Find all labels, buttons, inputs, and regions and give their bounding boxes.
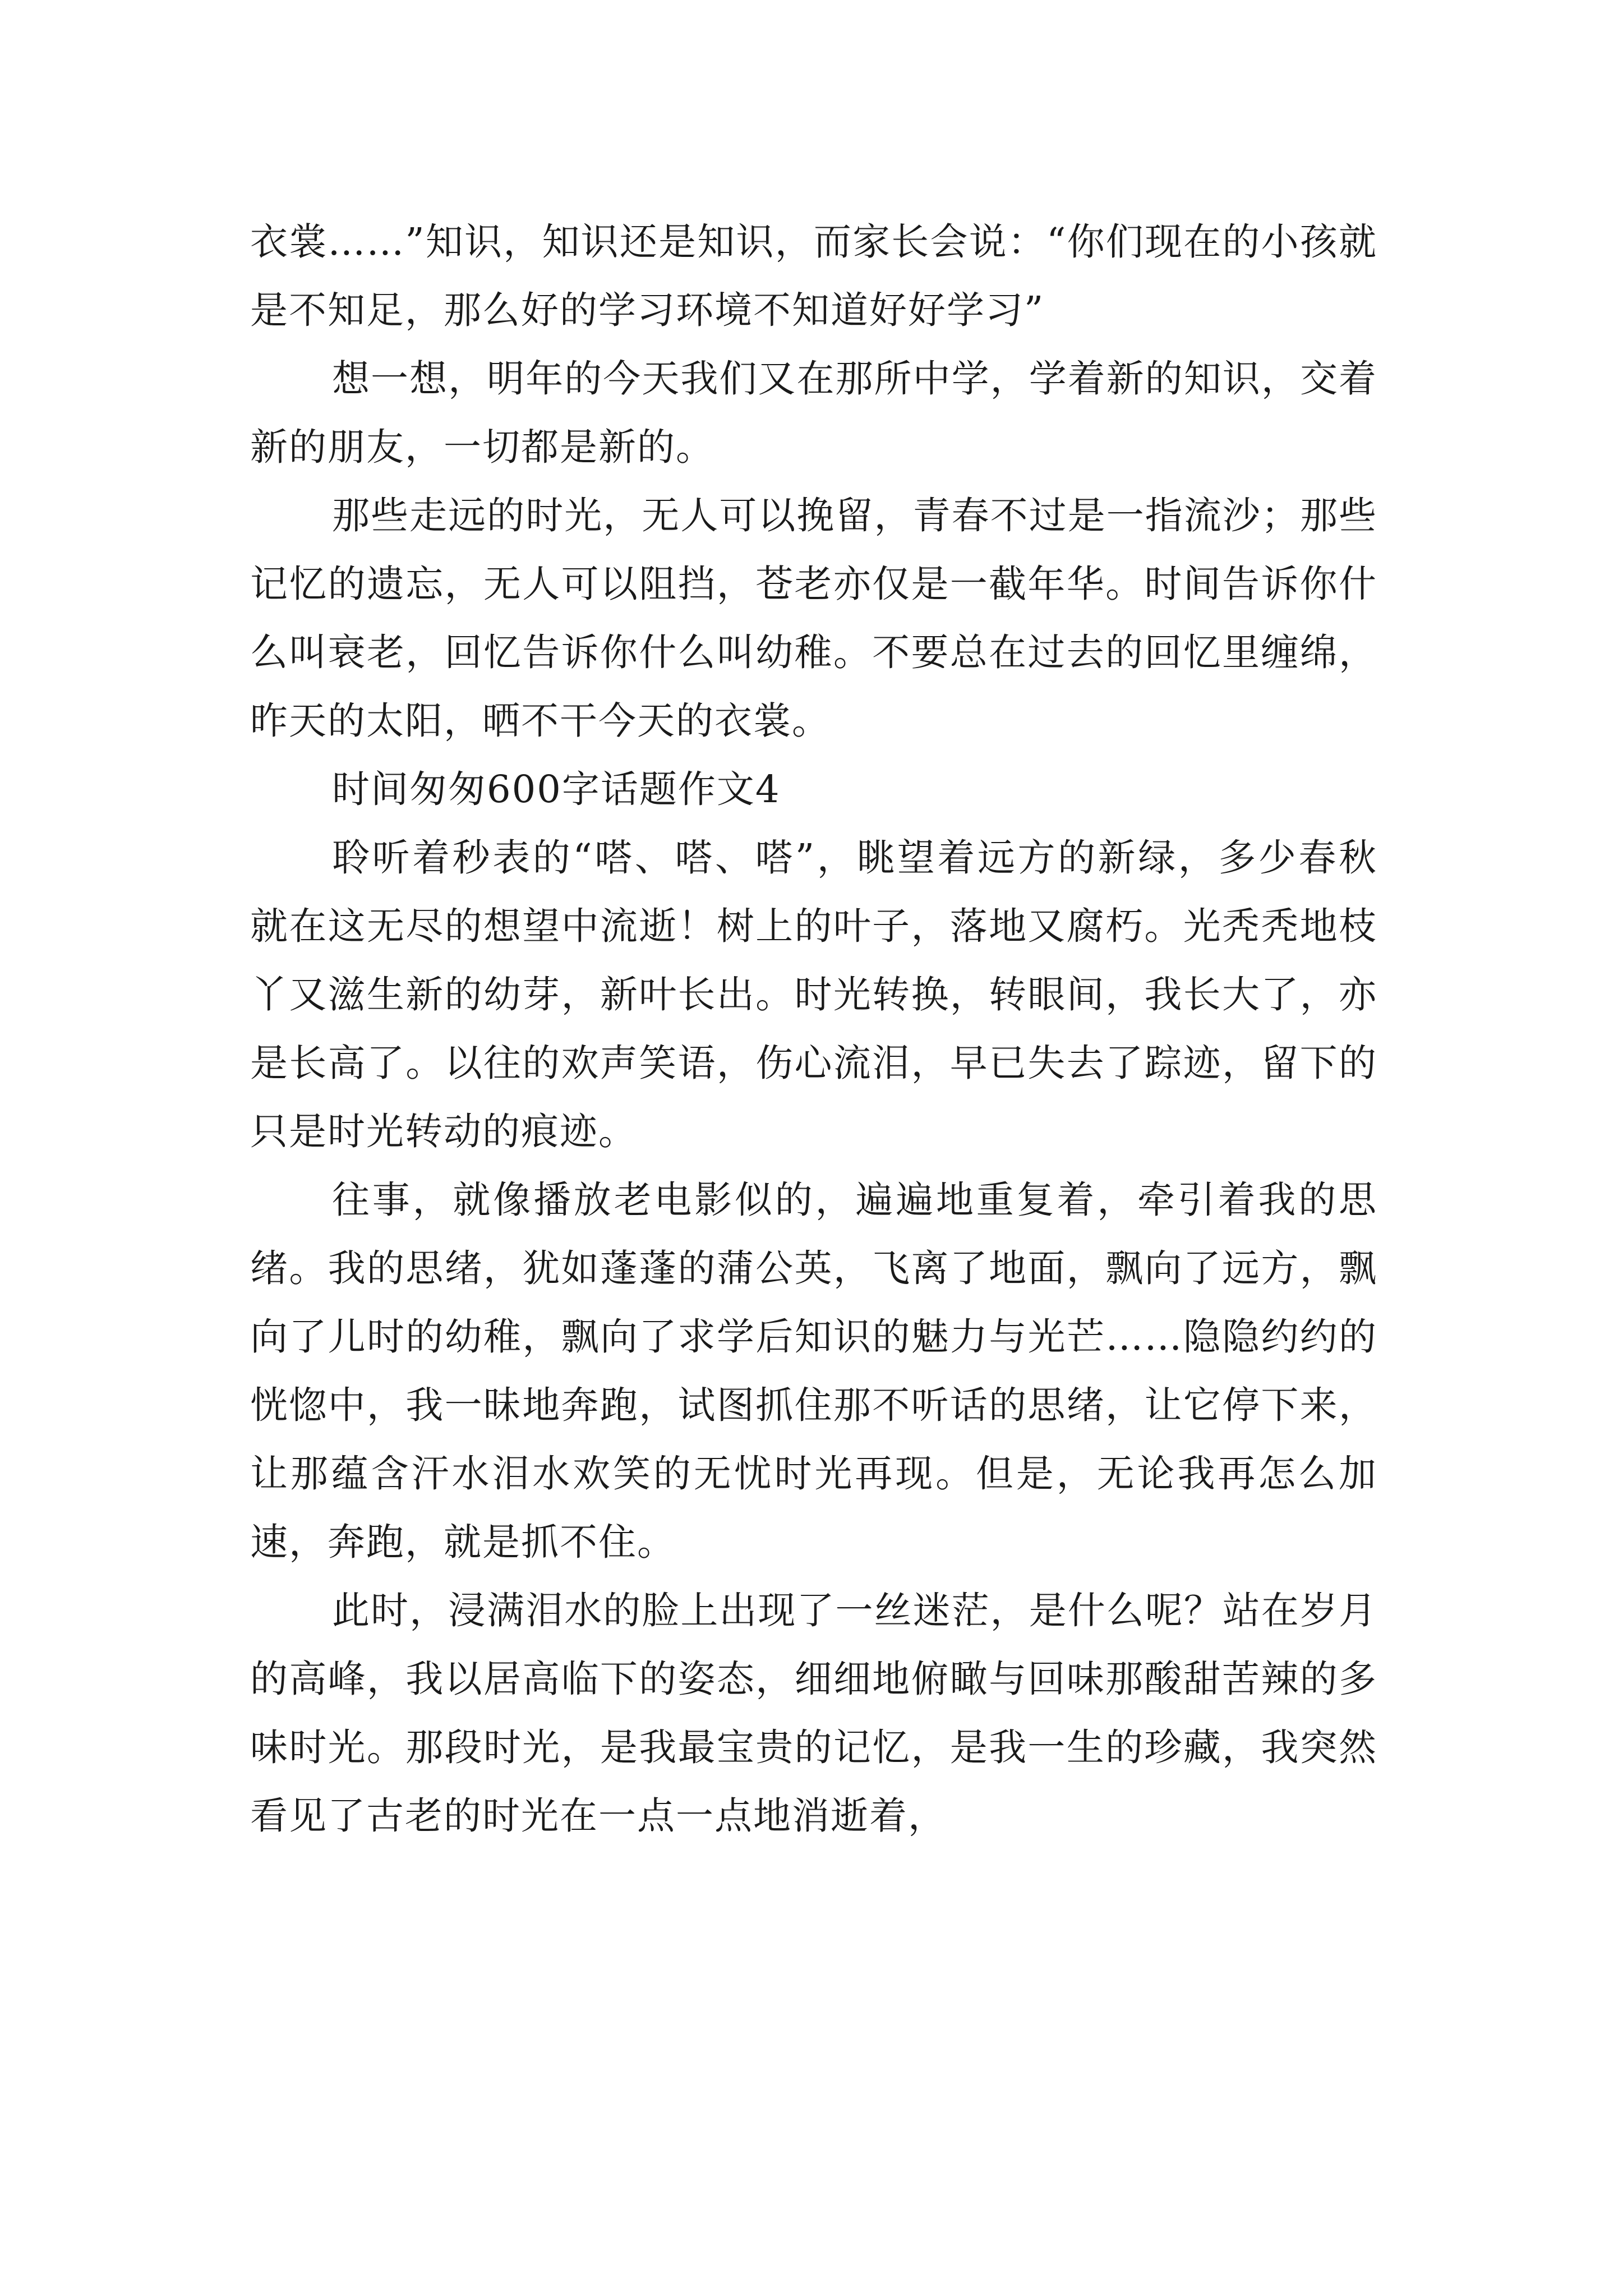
- document-body: [250, 208, 1377, 1850]
- paragraph-2: 想一想，明年的今天我们又在那所中学，学着新的知识，交着新的朋友，一切都是新的。: [250, 357, 1377, 469]
- section-heading: 时间匆匆600字话题作文4: [332, 767, 781, 811]
- paragraph-7: 此时，浸满泪水的脸上出现了一丝迷茫，是什么呢？站在岁月的高峰，我以居高临下的姿态，细细地俯瞰与回味那酸甜苦辣的多味时光。那段时光，是我最宝贵的记忆，是我一生的珍藏，我突然看见了古老的时光在一点一点地消逝着，: [250, 1589, 1377, 1838]
- paragraph-3: 那些走远的时光，无人可以挽留，青春不过是一指流沙；那些记忆的遗忘，无人可以阻挡，苍老亦仅是一截年华。时间告诉你什么叫衰老，回忆告诉你什么叫幼稚。不要总在过去的回忆里缠绵，昨天的太阳，晒不干今天的衣裳。: [250, 494, 1377, 743]
- paragraph-5: 聆听着秒表的“嗒、嗒、嗒”，眺望着远方的新绿，多少春秋就在这无尽的想望中流逝！树上的叶子，落地又腐朽。光秃秃地枝丫又滋生新的幼芽，新叶长出。时光转换，转眼间，我长大了，亦是长高了。以往的欢声笑语，伤心流泪，早已失去了踪迹，留下的只是时光转动的痕迹。: [250, 836, 1377, 1153]
- paragraph-1: 衣裳……”知识，知识还是知识，而家长会说：“你们现在的小孩就是不知足，那么好的学习环境不知道好好学习”: [250, 220, 1377, 332]
- paragraph-6: 往事，就像播放老电影似的，遍遍地重复着，牵引着我的思绪。我的思绪，犹如蓬蓬的蒲公英，飞离了地面，飘向了远方，飘向了儿时的幼稚，飘向了求学后知识的魅力与光芒……隐隐约约的恍惚中，我一昧地奔跑，试图抓住那不听话的思绪，让它停下来，让那蕴含汗水泪水欢笑的无忧时光再现。但是，无论我再怎么加速，奔跑，就是抓不住。: [250, 1178, 1377, 1564]
